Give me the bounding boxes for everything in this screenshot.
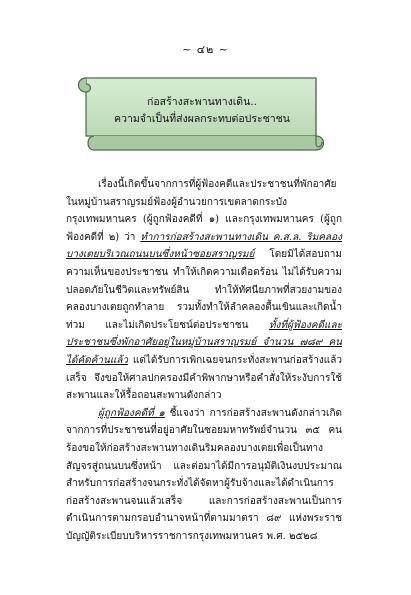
emphasis-segment: ทั้งที่ผู้ฟ้องคดีและประชาชนซึ่งพักอาศัยอยู่ในหมู่บ้านสราญรมย์ จำนวน ๗๘๙ คน ได้คัดค้านแล้ว xyxy=(66,319,342,366)
paragraph-2 xyxy=(66,405,342,546)
banner-title-line1: ก่อสร้างสะพานทางเดิน.. xyxy=(147,96,257,108)
paragraph-1 xyxy=(66,176,342,405)
article-body xyxy=(66,176,342,545)
text-segment: แต่ได้รับการเพิกเฉยจนกระทั่งสะพานก่อสร้างแล้วเสร็จ จึงขอให้ศาลปกครองมีคำพิพากษาหรือคำสั่งให้ระงับการใช้สะพานและให้รื้อถอนสะพานดังกล่าว xyxy=(66,354,342,402)
page-number: ~ ๔๒ ~ xyxy=(181,43,229,56)
text-segment: โดยมิได้สอบถามความเห็นของประชาชน ทำให้เกิดความเดือดร้อน ไม่ได้รับความปลอดภัยในชีวิตและทรัพย์สิน ทำให้ทัศนียภาพที่สวยงามของคลองบางเตยถูกทำลาย รวมทั้งทำให้ลำคลองตื้นเขินและเกิดน้ำท่วม และไม่เกิดประโยชน์ต่อประชาชน xyxy=(66,249,342,331)
emphasis-segment: ทำการก่อสร้างสะพานทางเดิน ค.ส.ล. ริมคลองบางเตยบริเวณถนนบนซึ่งหน้าซอยสราญรมย์ xyxy=(66,231,342,261)
emphasis-segment: ผู้ถูกฟ้องคดีที่ ๑ xyxy=(98,407,165,419)
title-scroll-banner xyxy=(72,74,330,154)
banner-title-line2: ความจำเป็นที่ส่งผลกระทบต่อประชาชน xyxy=(114,113,290,125)
text-segment: เรื่องนี้เกิดขึ้นจากการที่ผู้ฟ้องคดีและประชาชนที่พักอาศัยในหมู่บ้านสราญรมย์ฟ้องผู้อำนวยการเขตลาดกระบัง กรุงเทพมหานคร (ผู้ถูกฟ้องคดีที่ ๑) และกรุงเทพมหานคร (ผู้ถูกฟ้องคดีที่ ๒) ว่า xyxy=(66,179,342,243)
text-segment: ชี้แจงว่า การก่อสร้างสะพานดังกล่าวเกิดจากการที่ประชาชนที่อยู่อาศัยในซอยมหาทรัพย์จำนวน ๓๕ คน ร้องขอให้ก่อสร้างสะพานทางเดินริมคลองบางเตยเพื่อเป็นทางสัญจรสู่ถนนบนซึ่งหน้า และต่อมาได้มีการอนุมัติเงินงบประมาณสำหรับการก่อสร้างจนกระทั่งได้จัดหาผู้รับจ้างและได้ดำเนินการก่อสร้างสะพานจนแล้วเสร็จ และการก่อสร้างสะพานเป็นการดำเนินการตามกรอบอำนาจหน้าที่ตามมาตรา ๘๙ แห่งพระราชบัญญัติระเบียบบริหารราชการกรุงเทพมหานคร พ.ศ. ๒๕๒๘ xyxy=(66,407,342,542)
banner-title xyxy=(92,94,312,128)
